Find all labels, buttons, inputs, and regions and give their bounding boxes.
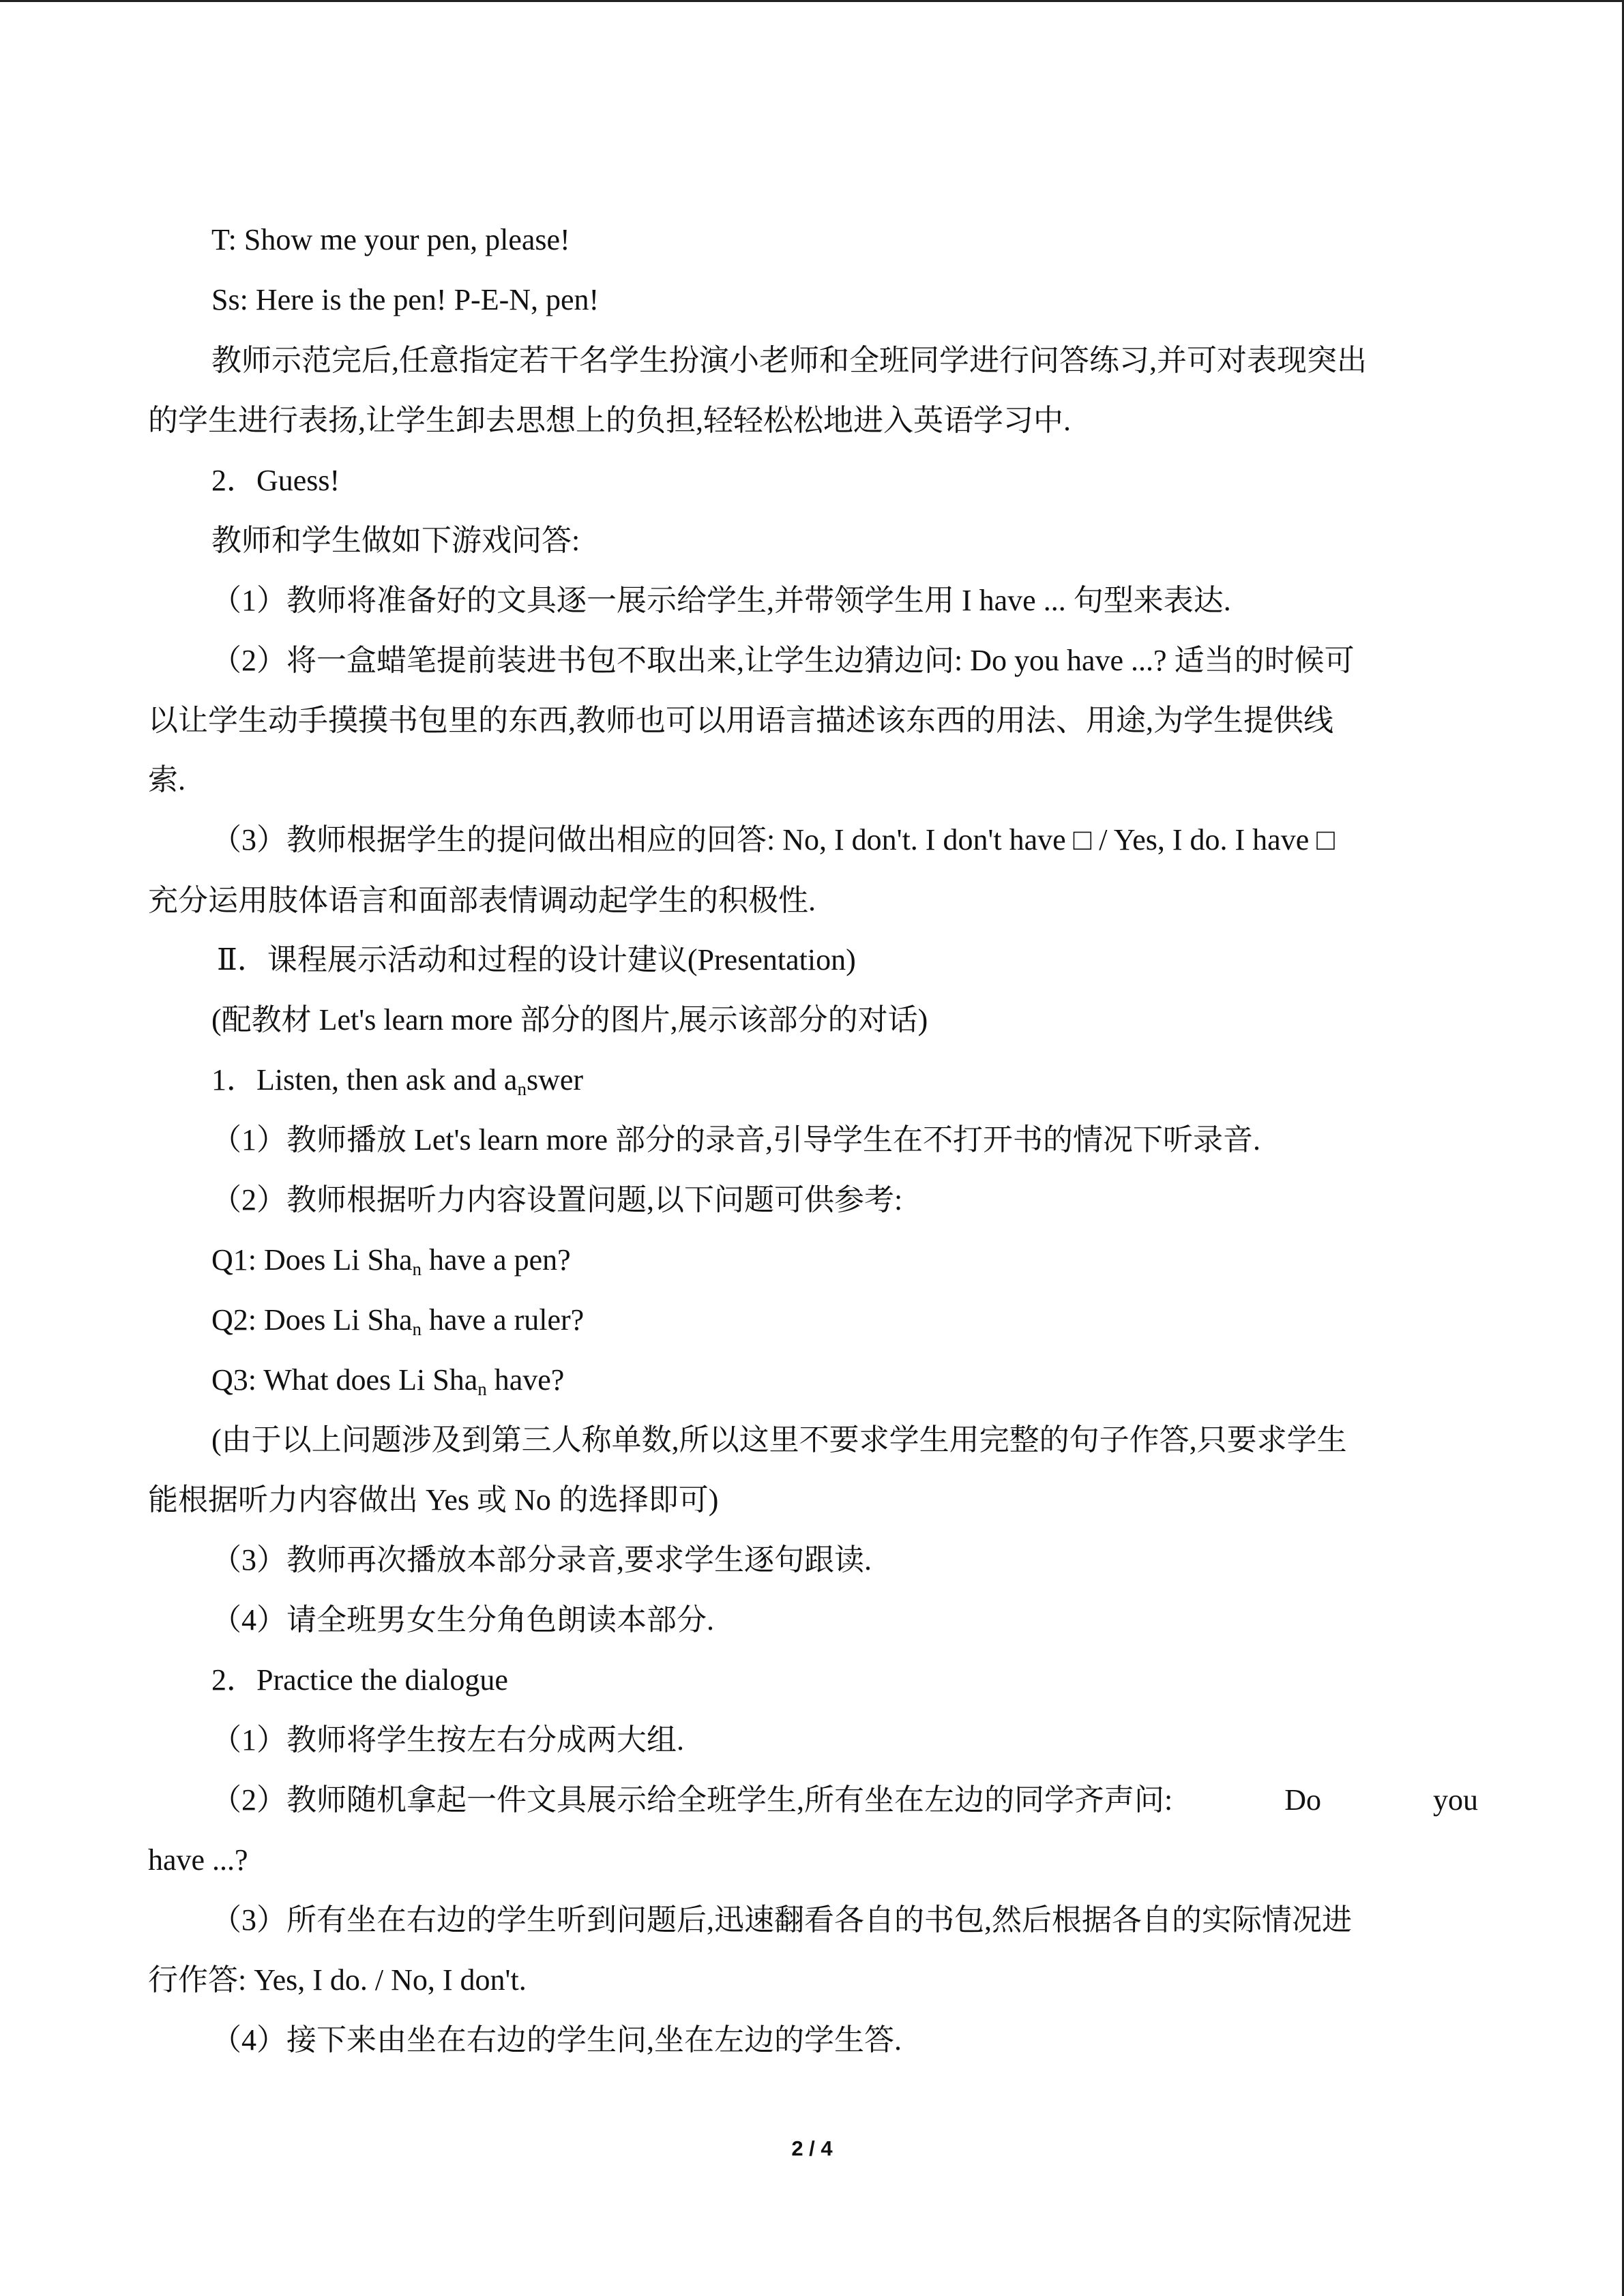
paragraph-line: 行作答: Yes, I do. / No, I don't. xyxy=(148,1963,527,1997)
page-number: 2 / 4 xyxy=(791,2136,833,2160)
list-item: （1）教师将准备好的文具逐一展示给学生,并带领学生用 I have ... 句型来表达. xyxy=(211,584,1231,617)
text-segment: have a ruler? xyxy=(422,1303,585,1337)
question-q3 xyxy=(211,1360,1541,1410)
section-heading-presentation: Ⅱ．课程展示活动和过程的设计建议(Presentation) xyxy=(217,943,856,976)
list-item: （3）教师根据学生的提问做出相应的回答: No, I don't. I don't have □ / Yes, I do. I have □ xyxy=(211,823,1335,856)
subscript-letter: n xyxy=(412,1259,422,1279)
paragraph-line: have ...? xyxy=(148,1843,248,1877)
text-segment: Do xyxy=(1284,1783,1321,1817)
subsection-heading-practice: 2．Practice the dialogue xyxy=(211,1663,508,1697)
text-segment: Q3: What does Li Sha xyxy=(211,1363,478,1397)
text-segment: you xyxy=(1432,1783,1478,1817)
section-heading-guess: 2．Guess! xyxy=(211,464,340,497)
question-q2 xyxy=(211,1300,1541,1350)
dialogue-line-students: Ss: Here is the pen! P-E-N, pen! xyxy=(211,283,600,316)
text-segment: （2）教师随机拿起一件文具展示给全班学生,所有坐在左边的同学齐声问: xyxy=(211,1783,1173,1817)
dialogue-line-teacher: T: Show me your pen, please! xyxy=(211,223,570,256)
list-item: （4）接下来由坐在右边的学生问,坐在左边的学生答. xyxy=(211,2023,902,2057)
paragraph-line: 的学生进行表扬,让学生卸去思想上的负担,轻轻松松地进入英语学习中. xyxy=(148,404,1071,437)
list-item-justified xyxy=(211,1780,1478,1821)
list-item: （1）教师将学生按左右分成两大组. xyxy=(211,1723,684,1757)
question-q1 xyxy=(211,1240,1541,1289)
list-item: （2）教师根据听力内容设置问题,以下问题可供参考: xyxy=(211,1183,903,1217)
paragraph-line: 充分运用肢体语言和面部表情调动起学生的积极性. xyxy=(148,884,816,917)
subscript-letter: n xyxy=(517,1079,527,1099)
text-segment: have? xyxy=(486,1363,565,1397)
text-segment: have a pen? xyxy=(422,1243,571,1277)
subscript-letter: n xyxy=(412,1319,422,1339)
list-item: （3）教师再次播放本部分录音,要求学生逐句跟读. xyxy=(211,1543,872,1577)
paragraph-line: 索. xyxy=(148,763,186,796)
list-item: （3）所有坐在右边的学生听到问题后,迅速翻看各自的书包,然后根据各自的实际情况进 xyxy=(211,1903,1352,1937)
list-item: （1）教师播放 Let's learn more 部分的录音,引导学生在不打开书的情况下听录音. xyxy=(211,1123,1261,1157)
text-segment: swer xyxy=(526,1063,584,1097)
text-segment: Q1: Does Li Sha xyxy=(211,1243,413,1277)
paragraph-line: (由于以上问题涉及到第三人称单数,所以这里不要求学生用完整的句子作答,只要求学生 xyxy=(211,1423,1347,1457)
text-segment: Q2: Does Li Sha xyxy=(211,1303,413,1337)
text-segment: 1．Listen, then ask and a xyxy=(211,1063,518,1097)
paragraph-line: 教师和学生做如下游戏问答: xyxy=(211,524,580,557)
paragraph-line: 能根据听力内容做出 Yes 或 No 的选择即可) xyxy=(148,1483,719,1517)
paragraph-line: (配教材 Let's learn more 部分的图片,展示该部分的对话) xyxy=(211,1003,928,1037)
paragraph-line: 以让学生动手摸摸书包里的东西,教师也可以用语言描述该东西的用法、用途,为学生提供线 xyxy=(148,704,1333,737)
list-item: （2）将一盒蜡笔提前装进书包不取出来,让学生边猜边问: Do you have ...? 适当的时候可 xyxy=(211,644,1355,677)
subscript-letter: n xyxy=(477,1379,487,1399)
subsection-heading-listen xyxy=(211,1060,1541,1109)
paragraph-line: 教师示范完后,任意指定若干名学生扮演小老师和全班同学进行问答练习,并可对表现突出 xyxy=(211,344,1367,377)
list-item: （4）请全班男女生分角色朗读本部分. xyxy=(211,1603,714,1637)
